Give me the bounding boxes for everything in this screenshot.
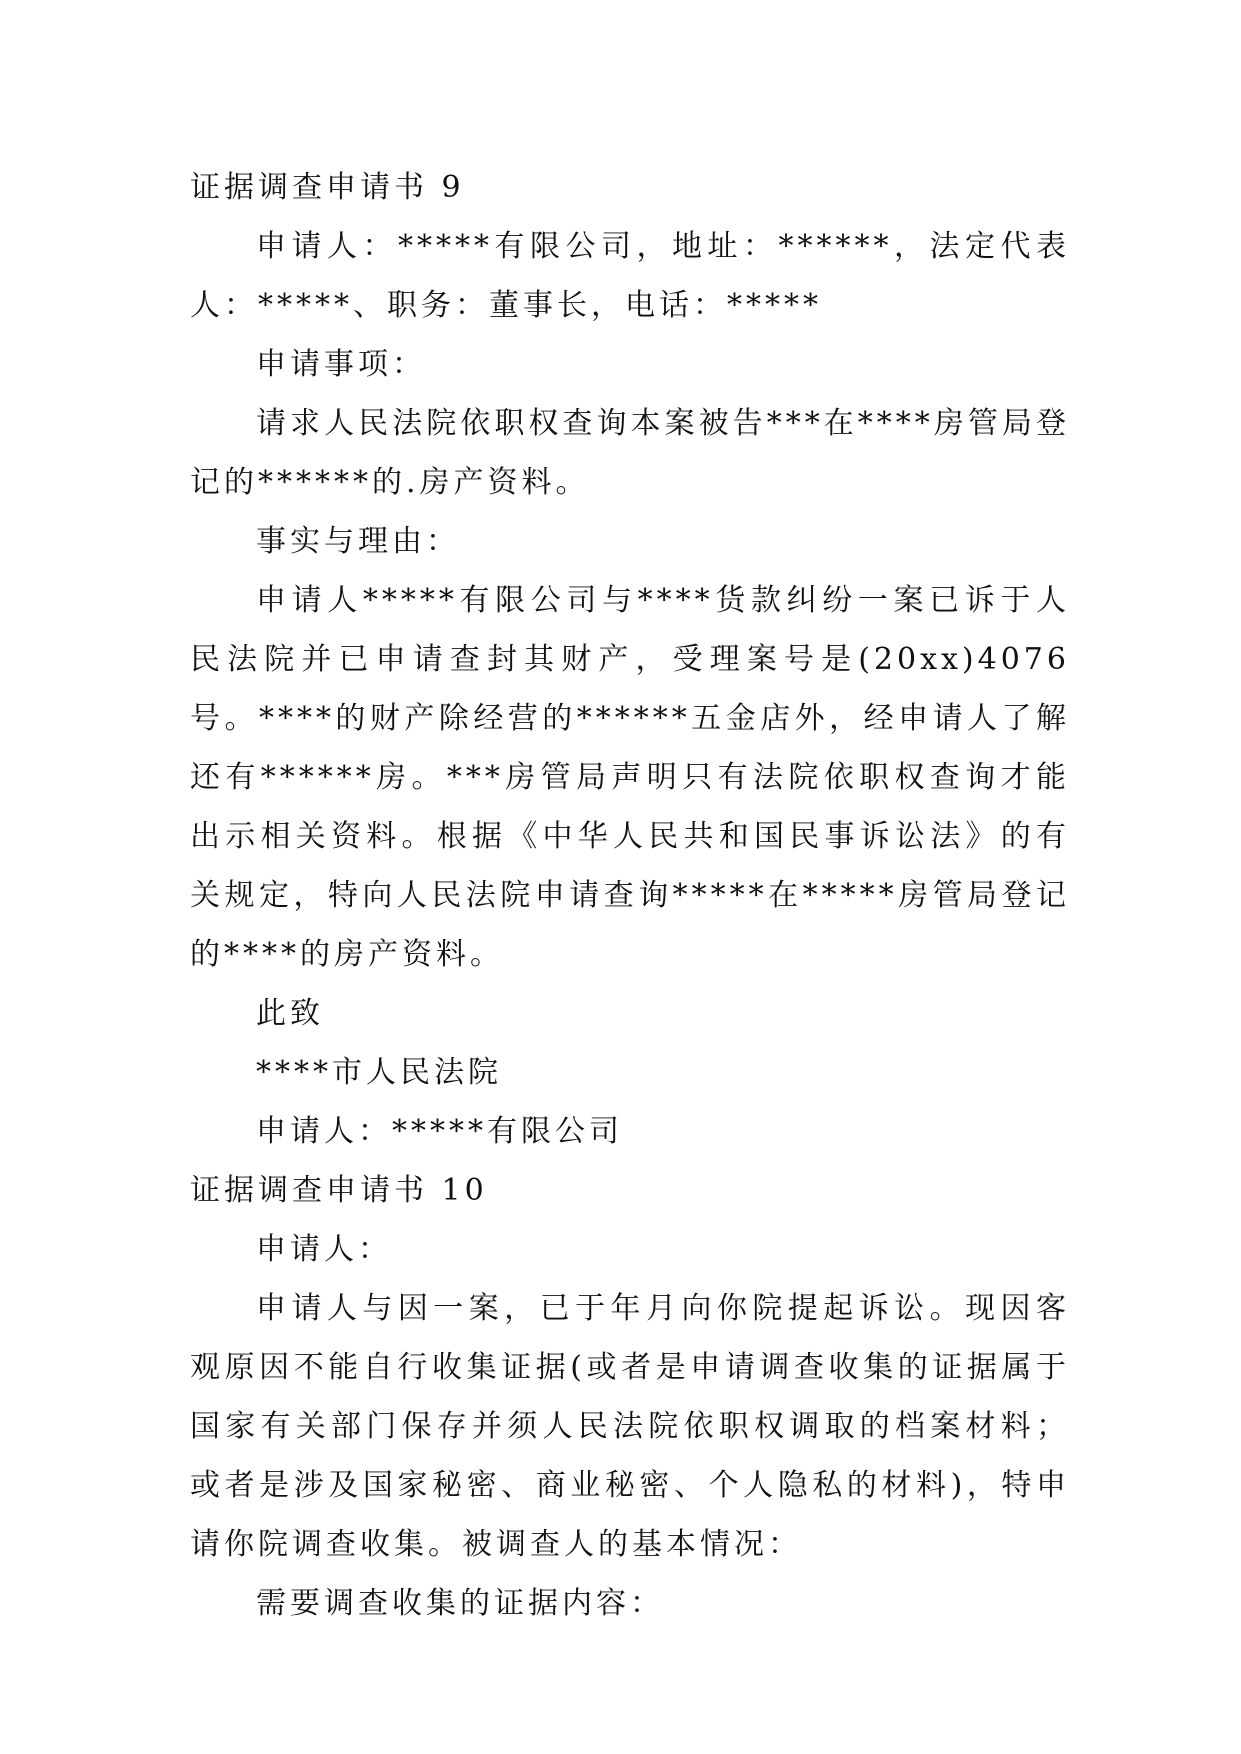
addressee-court: ****市人民法院 — [256, 1055, 502, 1090]
applicant-label: 申请人： — [256, 1232, 392, 1267]
facts-reasons-body: 申请人*****有限公司与****货款纠纷一案已诉于人民法院并已申请查封其财产，受理案号是(20xx)4076号。****的财产除经营的******五金店外，经申请人了解还有******房。***房管局声明只有法院依职权查询才能出示相关资料。根据《中华人民共和国民事诉讼法》的有关规定，特向人民法院申请查询*****在*****房管局登记的****的房产资料。 — [190, 583, 1070, 972]
section-9-title: 证据调查申请书 9 — [190, 170, 465, 205]
request-items-heading: 申请事项： — [256, 347, 426, 382]
salutation: 此致 — [256, 996, 324, 1031]
application-body: 申请人与因一案，已于年月向你院提起诉讼。现因客观原因不能自行收集证据(或者是申请调查收集的证据属于国家有关部门保存并须人民法院依职权调取的档案材料；或者是涉及国家秘密、商业秘密、个人隐私的材料)，特申请你院调查收集。被调查人的基本情况： — [190, 1291, 1070, 1562]
applicant-info: 申请人：*****有限公司，地址：******，法定代表人：*****、职务：董事长，电话：***** — [190, 229, 1070, 323]
applicant-signature: 申请人：*****有限公司 — [256, 1114, 623, 1149]
document-page — [190, 158, 1070, 1633]
request-items-body: 请求人民法院依职权查询本案被告***在****房管局登记的******的.房产资料。 — [190, 406, 1070, 500]
evidence-content-heading: 需要调查收集的证据内容： — [256, 1586, 664, 1621]
facts-reasons-heading: 事实与理由： — [256, 524, 460, 559]
section-10-title: 证据调查申请书 10 — [190, 1173, 488, 1208]
